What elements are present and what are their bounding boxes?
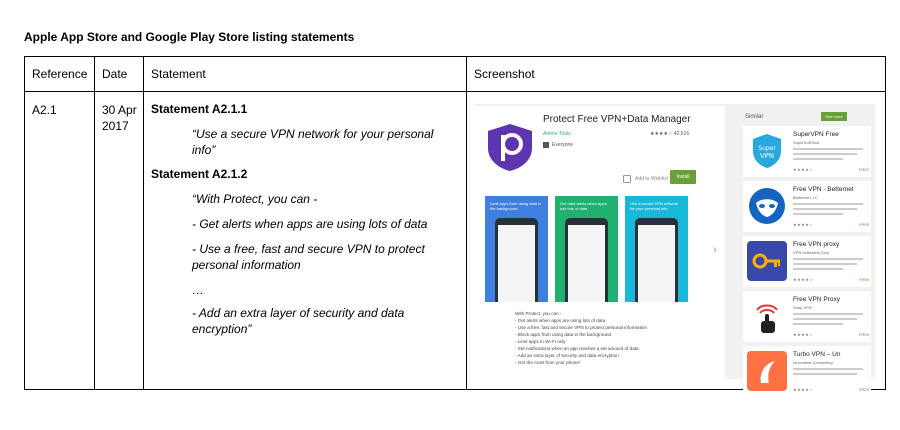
similar-app-card[interactable] xyxy=(743,126,871,177)
key-icon xyxy=(747,241,787,281)
similar-app-price: FREE xyxy=(859,222,870,227)
similar-app-card[interactable] xyxy=(743,236,871,287)
screenshot-caption: Limit apps from using data in the background xyxy=(490,201,542,211)
mask-icon xyxy=(747,186,787,226)
rating-stars: ★★★★☆ xyxy=(793,387,814,392)
similar-app-name: SuperVPN Free xyxy=(793,131,839,138)
similar-apps-panel xyxy=(739,106,875,392)
rating-stars: ★★★★☆ xyxy=(650,131,674,137)
shield-icon xyxy=(747,131,787,171)
install-button[interactable]: Install xyxy=(670,170,696,184)
statement-2-line: - Use a free, fast and secure VPN to protect personal information xyxy=(192,242,425,272)
description-line: With Protect, you can - xyxy=(515,311,562,316)
protect-app-icon xyxy=(485,122,535,172)
statement-2-line: “With Protect, you can - xyxy=(192,192,318,206)
wishlist-link[interactable]: Add to Wishlist xyxy=(635,176,669,182)
rating-stars: ★★★★☆ xyxy=(793,222,814,227)
age-rating: Everyone xyxy=(552,142,574,148)
header-screenshot: Screenshot xyxy=(467,57,886,92)
table-header-row xyxy=(25,57,886,92)
rating-stars: ★★★★☆ xyxy=(793,167,814,172)
similar-app-card[interactable] xyxy=(743,181,871,232)
carousel-screenshot[interactable] xyxy=(625,196,688,302)
similar-app-card[interactable] xyxy=(743,291,871,342)
similar-app-price: FREE xyxy=(859,387,870,392)
statement-1-quote: “Use a secure VPN network for your personal info” xyxy=(192,127,434,157)
store-screenshot xyxy=(475,104,875,392)
description-line: - Get alerts when apps are using lots of data xyxy=(515,318,606,323)
app-description xyxy=(515,310,715,366)
statement-2-heading: Statement A2.1.2 xyxy=(151,167,248,181)
app-rating xyxy=(650,131,689,137)
chevron-right-icon[interactable]: › xyxy=(713,244,717,256)
app-developer-link[interactable]: Atomo xyxy=(543,131,558,137)
similar-app-developer: Betternet LLC xyxy=(793,195,818,200)
statement-1-heading: Statement A2.1.1 xyxy=(151,102,248,116)
similar-app-price: FREE xyxy=(859,167,870,172)
app-title: Protect Free VPN+Data Manager xyxy=(543,114,691,125)
statement-2-line: - Get alerts when apps are using lots of data xyxy=(192,217,428,231)
header-reference: Reference xyxy=(25,57,95,92)
header-date: Date xyxy=(95,57,144,92)
carousel-screenshot[interactable] xyxy=(485,196,548,302)
carousel-screenshot[interactable] xyxy=(555,196,618,302)
document-heading: Apple App Store and Google Play Store listing statements xyxy=(24,30,355,44)
description-line: - Limit apps to Wi-Fi only xyxy=(515,339,566,344)
rating-stars: ★★★★☆ xyxy=(793,277,814,282)
similar-app-name: Free VPN Proxy xyxy=(793,296,840,303)
table-row xyxy=(25,92,886,390)
svg-text:VPN: VPN xyxy=(759,152,775,160)
phone-mockup xyxy=(635,218,678,302)
description-line: - Get the most from your phone! xyxy=(515,360,581,365)
description-line: - Block apps from using data in the background xyxy=(515,332,612,337)
description-line: - Add an extra layer of security and data encryption xyxy=(515,353,619,358)
similar-app-price: FREE xyxy=(859,277,870,282)
similar-title: Similar xyxy=(745,114,764,120)
statement-2-ellipsis: … xyxy=(192,283,204,297)
rabbit-icon xyxy=(747,351,787,391)
description-line: - Set notifications when an app reaches a set amount of data xyxy=(515,346,639,351)
age-rating-icon xyxy=(543,142,549,148)
screenshot-caption: Use a secure VPN network for your personal info xyxy=(630,201,679,211)
similar-app-name: Free VPN proxy xyxy=(793,241,840,248)
wishlist-icon[interactable] xyxy=(623,175,631,183)
similar-app-card[interactable] xyxy=(743,346,871,397)
phone-mockup xyxy=(495,218,538,302)
hand-icon xyxy=(747,296,787,336)
date-year: 2017 xyxy=(102,119,129,133)
similar-app-developer: SuperSoftTech xyxy=(793,140,820,145)
similar-app-developer: VPN Unlimited Corp xyxy=(793,250,829,255)
cell-statement xyxy=(144,92,467,390)
phone-mockup xyxy=(565,218,608,302)
listing-table xyxy=(24,56,886,390)
app-listing-card xyxy=(475,106,725,379)
screenshot-carousel[interactable] xyxy=(485,196,705,302)
statement-2-line: - Add an extra layer of security and data encryption” xyxy=(192,306,405,336)
screenshot-caption: Get data alerts when apps use lots of data xyxy=(560,201,607,211)
similar-app-developer: Innovative Connecting xyxy=(793,360,833,365)
similar-app-price: FREE xyxy=(859,332,870,337)
rating-count: 42,516 xyxy=(673,131,690,137)
cell-reference: A2.1 xyxy=(25,92,95,390)
app-category-link[interactable]: Tools xyxy=(559,131,571,137)
rating-stars: ★★★★☆ xyxy=(793,332,814,337)
similar-app-developer: Snap VPN xyxy=(793,305,812,310)
similar-app-name: Free VPN - Betternet xyxy=(793,186,854,193)
see-more-button[interactable]: See more xyxy=(821,112,847,121)
similar-app-name: Turbo VPN – Un xyxy=(793,351,841,358)
date-day-month: 30 Apr xyxy=(102,103,137,117)
cell-screenshot xyxy=(467,92,886,390)
svg-text:Super: Super xyxy=(758,145,776,152)
description-line: - Use a free, fast and secure VPN to protect personal information xyxy=(515,325,648,330)
cell-date xyxy=(95,92,144,390)
header-statement: Statement xyxy=(144,57,467,92)
